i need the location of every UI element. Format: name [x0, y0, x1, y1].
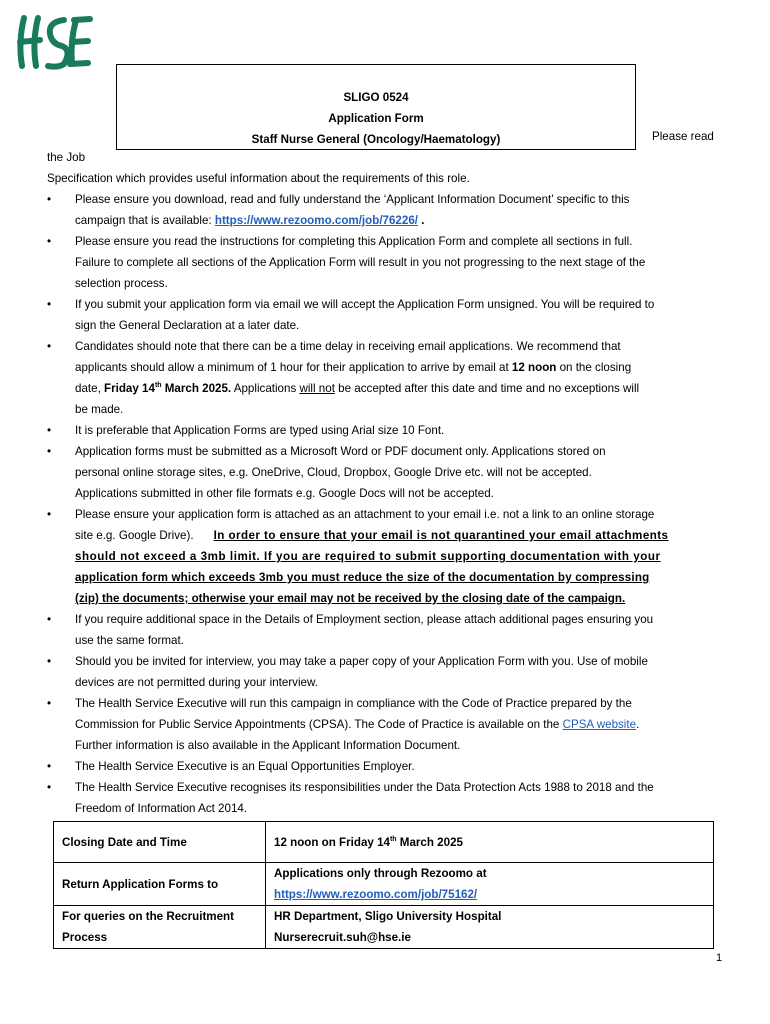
- bullet-1-line-1: Please ensure you download, read and fully understand the ‘Applicant Information Document’ specific to this: [75, 193, 630, 206]
- queries-label: [54, 906, 266, 949]
- bullet-1-end: .: [418, 214, 425, 227]
- bullet-dot: •: [47, 235, 52, 248]
- bullet-dot: •: [47, 697, 52, 710]
- bullet-4-line-1: Candidates should note that there can be a time delay in receiving email applications. We recommend that: [75, 340, 621, 353]
- bullet-4-text-end: on the closing: [556, 361, 632, 374]
- bullet-3-line-2: sign the General Declaration at a later date.: [75, 319, 300, 332]
- bullet-2-line-3: selection process.: [75, 277, 168, 290]
- job-reference: SLIGO 0524: [343, 91, 409, 104]
- queries-label-line-2: Process: [62, 931, 108, 944]
- bullet-6-line-2: personal online storage sites, e.g. OneDrive, Cloud, Dropbox, Google Drive etc. will not be accepted.: [75, 466, 592, 479]
- queries-label-line-1: For queries on the Recruitment: [62, 910, 234, 923]
- bullet-4-mid: Applications: [231, 382, 300, 395]
- bullet-9-line-2: devices are not permitted during your interview.: [75, 676, 318, 689]
- bullet-7-line-5: (zip) the documents; otherwise your email may not be received by the closing date of the campaign.: [75, 592, 626, 605]
- bullet-dot: •: [47, 445, 52, 458]
- bullet-8-line-1: If you require additional space in the Details of Employment section, please attach additional pages ensuring you: [75, 613, 654, 626]
- cpsa-website-link[interactable]: CPSA website: [562, 718, 637, 731]
- bullet-4-date-post: be accepted after this date and time and no exceptions will: [334, 382, 640, 395]
- closing-date-value-text: 12 noon on Friday 14: [274, 835, 390, 849]
- closing-time: 12 noon: [511, 361, 557, 374]
- bullet-4-line-2: [75, 361, 631, 374]
- bullet-7-line-3: should not exceed a 3mb limit. If you are required to submit supporting documentation with your: [75, 550, 661, 563]
- role-title: Staff Nurse General (Oncology/Haematology): [251, 133, 501, 146]
- table-row: [54, 822, 714, 863]
- bullet-2-line-1: Please ensure you read the instructions for completing this Application Form and complete all sections in full.: [75, 235, 633, 248]
- return-forms-value: [266, 863, 714, 906]
- bullet-4-line-4: be made.: [75, 403, 124, 416]
- bullet-dot: •: [47, 655, 52, 668]
- rezoomo-job-link[interactable]: https://www.rezoomo.com/job/76226/: [214, 214, 418, 227]
- bullet-dot: •: [47, 340, 52, 353]
- bullet-2-line-2: Failure to complete all sections of the Application Form will result in you not progressing to the next stage of the: [75, 256, 646, 269]
- bullet-7-text: site e.g. Google Drive).: [75, 529, 194, 542]
- intro-line-2: Specification which provides useful information about the requirements of this role.: [47, 172, 470, 185]
- bullet-dot: •: [47, 298, 52, 311]
- recruit-email[interactable]: Nurserecruit.suh@hse.ie: [274, 931, 411, 944]
- bullet-dot: •: [47, 781, 52, 794]
- bullet-6-line-1: Application forms must be submitted as a Microsoft Word or PDF document only. Applications stored on: [75, 445, 606, 458]
- bullet-dot: •: [47, 424, 52, 437]
- bullet-7-warning-1: In order to ensure that your email is not quarantined your email attachments: [213, 529, 669, 542]
- bullet-dot: •: [47, 760, 52, 773]
- bullet-dot: •: [47, 613, 52, 626]
- table-row: [54, 863, 714, 906]
- closing-date-value-month: March 2025: [396, 835, 463, 849]
- intro-please-read: Please read: [652, 130, 714, 143]
- bullet-1-text: campaign that is available:: [75, 214, 215, 227]
- bullet-12-line-1: The Health Service Executive recognises its responsibilities under the Data Protection Acts 1988 to 2018 and the: [75, 781, 654, 794]
- closing-date-value-sup: th: [389, 835, 397, 843]
- hse-logo: [14, 12, 94, 72]
- intro-line-1: the Job: [47, 151, 86, 164]
- bullet-7-line-1: Please ensure your application form is attached as an attachment to your email i.e. not a link to an online storage: [75, 508, 655, 521]
- table-row: [54, 906, 714, 949]
- bullet-10-line-2: [75, 718, 639, 731]
- return-forms-label: Return Application Forms to: [54, 863, 266, 906]
- bullet-4-text: applicants should allow a minimum of 1 hour for their application to arrive by email at: [75, 361, 512, 374]
- bullet-6-line-3: Applications submitted in other file formats e.g. Google Docs will not be accepted.: [75, 487, 494, 500]
- closing-date-month: March 2025.: [161, 382, 232, 395]
- closing-date: Friday 14: [104, 382, 155, 395]
- header-box: [116, 64, 636, 150]
- bullet-12-line-2: Freedom of Information Act 2014.: [75, 802, 248, 815]
- bullet-11-line-1: The Health Service Executive is an Equal Opportunities Employer.: [75, 760, 415, 773]
- bullet-3-line-1: If you submit your application form via email we will accept the Application Form unsigned. You will be required to: [75, 298, 655, 311]
- bullet-7-line-4: application form which exceeds 3mb you must reduce the size of the documentation by compressing: [75, 571, 650, 584]
- form-title: Application Form: [328, 112, 424, 125]
- bullet-10-line-3: Further information is also available in the Applicant Information Document.: [75, 739, 461, 752]
- hr-department: HR Department, Sligo University Hospital: [274, 910, 502, 923]
- closing-date-value: [266, 822, 714, 863]
- bullet-dot: •: [47, 508, 52, 521]
- closing-date-sup: th: [154, 382, 162, 390]
- bullet-10-text: Commission for Public Service Appointments (CPSA). The Code of Practice is available on the: [75, 718, 563, 731]
- bullet-7-line-2: [75, 529, 722, 542]
- page-number: 1: [716, 952, 723, 964]
- bullet-8-line-2: use the same format.: [75, 634, 184, 647]
- bullet-5-line-1: It is preferable that Application Forms are typed using Arial size 10 Font.: [75, 424, 445, 437]
- bullet-10-line-1: The Health Service Executive will run this campaign in compliance with the Code of Practice prepared by the: [75, 697, 632, 710]
- bullet-9-line-1: Should you be invited for interview, you may take a paper copy of your Application Form with you. Use of mobile: [75, 655, 648, 668]
- closing-date-label: Closing Date and Time: [54, 822, 266, 863]
- info-table: [53, 821, 714, 949]
- return-forms-text: Applications only through Rezoomo at: [274, 867, 487, 880]
- bullet-4-date-pre: date,: [75, 382, 105, 395]
- rezoomo-apply-link[interactable]: https://www.rezoomo.com/job/75162/: [274, 888, 478, 901]
- bullet-4-line-3: [75, 382, 639, 395]
- will-not-underline: will not: [299, 382, 335, 395]
- queries-value: [266, 906, 714, 949]
- bullet-10-end: .: [636, 718, 640, 731]
- bullet-dot: •: [47, 193, 52, 206]
- bullet-1-line-2: [75, 214, 424, 227]
